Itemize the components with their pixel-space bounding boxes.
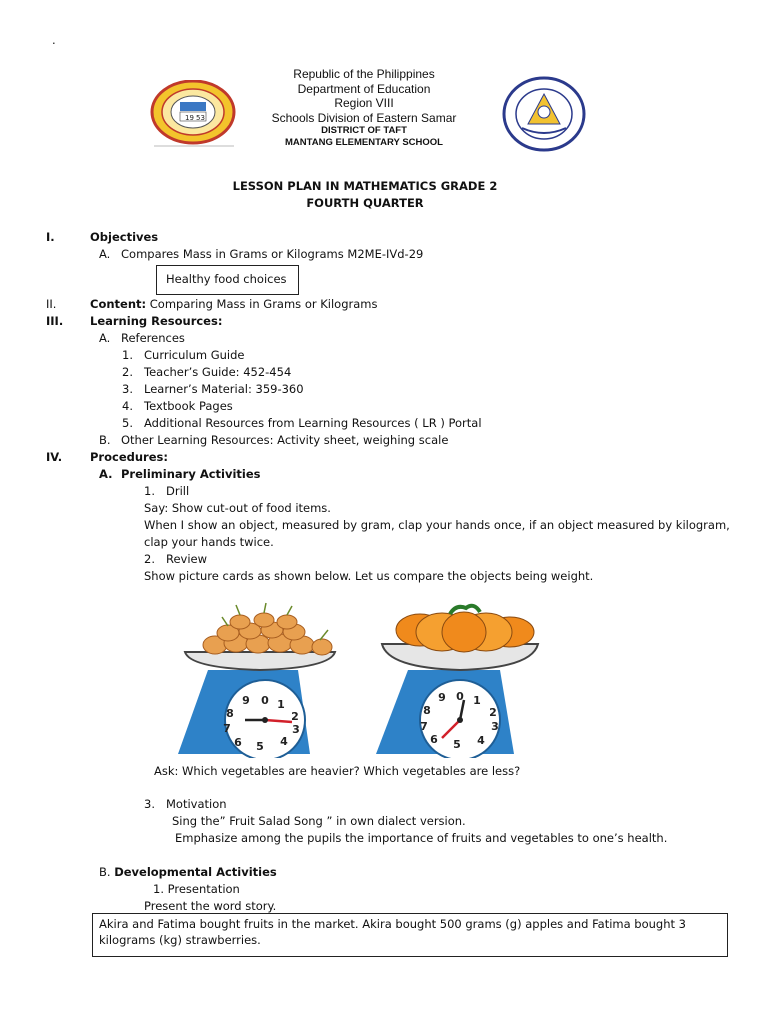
right-dial-1: 1 — [473, 694, 481, 707]
right-dial-2: 2 — [489, 706, 497, 719]
ref-3-num: 3. — [122, 382, 133, 396]
left-dial-1: 1 — [277, 698, 285, 711]
right-dial-7: 7 — [420, 720, 428, 733]
title-line-2: FOURTH QUARTER — [306, 196, 424, 210]
header-school: MANTANG ELEMENTARY SCHOOL — [285, 137, 443, 148]
healthy-food-box: Healthy food choices — [156, 265, 299, 295]
content-label: Content: — [90, 297, 147, 311]
left-dial-7: 7 — [223, 722, 231, 735]
left-dial-8: 8 — [226, 707, 234, 720]
ref-4-num: 4. — [122, 399, 133, 413]
left-dial-5: 5 — [256, 740, 264, 753]
drill-instruction-2: clap your hands twice. — [144, 535, 274, 549]
motivation-label: Motivation — [166, 797, 227, 811]
presentation-label: 1. Presentation — [153, 882, 240, 896]
lesson-title — [0, 178, 730, 212]
header-line-1: Republic of the Philippines — [293, 67, 435, 81]
ref-4-text: Textbook Pages — [144, 399, 233, 413]
right-dial-5: 5 — [453, 738, 461, 751]
drill-label: Drill — [166, 484, 190, 498]
left-dial-9: 9 — [242, 694, 250, 707]
right-dial-8: 8 — [423, 704, 431, 717]
presentation-text: Present the word story. — [144, 899, 277, 913]
word-story-box — [92, 913, 728, 957]
developmental-line — [99, 864, 277, 880]
section-4-number: IV. — [46, 450, 63, 464]
ref-5-text: Additional Resources from Learning Resources ( LR ) Portal — [144, 416, 482, 430]
right-dial-9: 9 — [438, 691, 446, 704]
right-dial-4: 4 — [477, 734, 485, 747]
developmental-label: Developmental Activities — [114, 865, 277, 879]
developmental-letter: B. — [99, 865, 111, 879]
header-line-2: Department of Education — [297, 81, 431, 96]
header-line-4: Schools Division of Eastern Samar — [271, 110, 457, 125]
header-line-3: Region VIII — [334, 96, 394, 110]
review-text: Show picture cards as shown below. Let us compare the objects being weight. — [144, 569, 594, 583]
other-resources-letter: B. — [99, 433, 111, 447]
weighing-scales-illustration — [170, 600, 560, 758]
left-dial-6: 6 — [234, 736, 242, 749]
motivation-num: 3. — [144, 797, 155, 811]
section-4-label: Procedures: — [90, 450, 168, 464]
letterhead — [234, 67, 494, 149]
ref-1-num: 1. — [122, 348, 133, 362]
ask-question: Ask: Which vegetables are heavier? Which vegetables are less? — [154, 764, 521, 778]
references-label: References — [121, 331, 185, 345]
drill-instruction-1: When I show an object, measured by gram, clap your hands once, if an object measured by kilogram, — [144, 518, 730, 532]
section-1-number: I. — [46, 230, 55, 244]
preliminary-letter: A. — [99, 467, 113, 481]
other-resources-text: Other Learning Resources: Activity sheet, weighing scale — [121, 433, 449, 447]
content-text: Comparing Mass in Grams or Kilograms — [146, 297, 378, 311]
left-dial-3: 3 — [292, 723, 300, 736]
school-seal-logo — [150, 80, 236, 148]
right-dial-3: 3 — [491, 720, 499, 733]
ref-5-num: 5. — [122, 416, 133, 430]
seal-year-a: 19 — [185, 114, 194, 122]
ref-1-text: Curriculum Guide — [144, 348, 245, 362]
motivation-sing: Sing the” Fruit Salad Song ” in own dialect version. — [172, 814, 466, 828]
story-line-2: kilograms (kg) strawberries. — [99, 933, 261, 947]
title-line-1: LESSON PLAN IN MATHEMATICS GRADE 2 — [232, 179, 498, 193]
onion-scale — [178, 603, 335, 758]
header-district: DISTRICT OF TAFT — [321, 125, 407, 136]
preliminary-label: Preliminary Activities — [121, 467, 261, 481]
references-letter: A. — [99, 331, 111, 345]
section-3-number: III. — [46, 314, 64, 328]
objective-a-letter: A. — [99, 247, 111, 261]
section-2-line — [90, 296, 378, 312]
left-dial-0: 0 — [261, 694, 269, 707]
review-num: 2. — [144, 552, 155, 566]
section-1-label: Objectives — [90, 230, 159, 244]
motivation-emphasize: Emphasize among the pupils the importance of fruits and vegetables to one’s health. — [175, 831, 668, 845]
right-dial-0: 0 — [456, 690, 464, 703]
division-seal-logo — [502, 76, 586, 152]
seal-year-b: 53 — [196, 114, 205, 122]
section-3-label: Learning Resources: — [90, 314, 223, 328]
ref-2-text: Teacher’s Guide: 452-454 — [144, 365, 292, 379]
stray-dot: . — [52, 33, 56, 47]
drill-say: Say: Show cut-out of food items. — [144, 501, 331, 515]
right-dial-6: 6 — [430, 733, 438, 746]
ref-3-text: Learner’s Material: 359-360 — [144, 382, 304, 396]
pumpkin-scale — [376, 606, 538, 758]
story-line-1: Akira and Fatima bought fruits in the market. Akira bought 500 grams (g) apples and Fatima bought 3 — [99, 917, 686, 931]
left-dial-4: 4 — [280, 735, 288, 748]
drill-num: 1. — [144, 484, 155, 498]
review-label: Review — [166, 552, 208, 566]
left-dial-2: 2 — [291, 710, 299, 723]
objective-a-text: Compares Mass in Grams or Kilograms M2ME-IVd-29 — [121, 247, 424, 261]
section-2-number: II. — [46, 297, 57, 311]
ref-2-num: 2. — [122, 365, 133, 379]
